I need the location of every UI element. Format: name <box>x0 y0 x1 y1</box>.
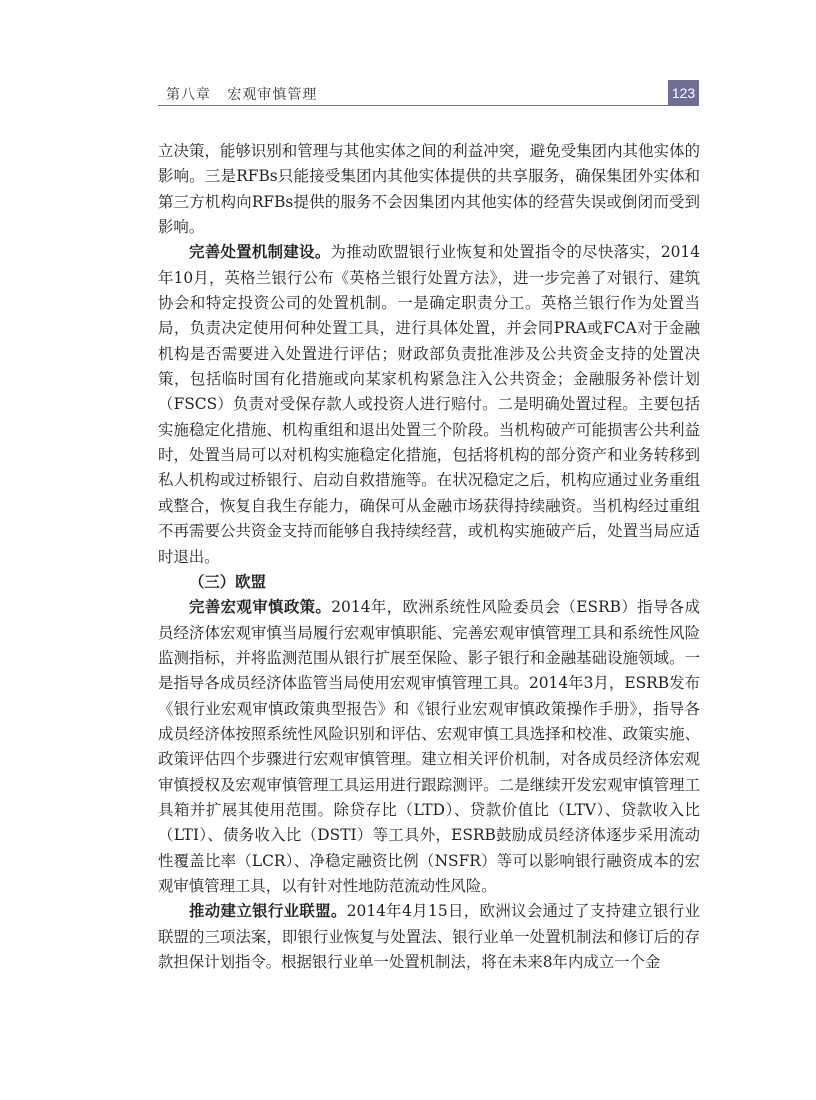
page-number-badge: 123 <box>668 80 699 106</box>
paragraph-lead: 推动建立银行业联盟。 <box>189 902 347 921</box>
paragraph-continued: 立决策，能够识别和管理与其他实体之间的利益冲突，避免受集团内其他实体的影响。三是RFBs只能接受集团内其他实体提供的共享服务，确保集团外实体和第三方机构向RFBs提供的服务不会因集团内其他实体的经营失误或倒闭而受到影响。 <box>158 142 700 237</box>
paragraph-banking-union <box>158 899 700 975</box>
paragraph-lead: 完善宏观审慎政策。 <box>189 598 332 617</box>
paragraph-lead: 完善处置机制建设。 <box>189 243 331 262</box>
paragraph-text: 2014年4月15日，欧洲议会通过了支持建立银行业联盟的三项法案，即银行业恢复与处置法、银行业单一处置机制法和修订后的存款担保计划指令。根据银行业单一处置机制法，将在未来8年内成立一个金 <box>158 902 700 971</box>
paragraph-resolution-mechanism <box>158 240 700 569</box>
paragraph-text: 为推动欧盟银行业恢复和处置指令的尽快落实，2014年10月，英格兰银行公布《英格兰银行处置方法》，进一步完善了对银行、建筑协会和特定投资公司的处置机制。一是确定职责分工。英格兰银行作为处置当局，负责决定使用何种处置工具，进行具体处置，并会同PRA或FCA对于金融机构是否需要进入处置进行评估；财政部负责批准涉及公共资金支持的处置决策，包括临时国有化措施或向某家机构紧急注入公共资金；金融服务补偿计划（FSCS）负责对受保存款人或投资人进行赔付。二是明确处置过程。主要包括实施稳定化措施、机构重组和退出处置三个阶段。当机构破产可能损害公共利益时，处置当局可以对机构实施稳定化措施，包括将机构的部分资产和业务转移到私人机构或过桥银行、启动自救措施等。在状况稳定之后，机构应通过业务重组或整合，恢复自我生存能力，确保可从金融市场获得持续融资。当机构经过重组不再需要公共资金支持而能够自我持续经营，或机构实施破产后，处置当局应适时退出。 <box>158 243 700 566</box>
paragraph-macroprudential-policy <box>158 595 700 899</box>
section-heading-eu: （三）欧盟 <box>189 572 266 591</box>
body-text <box>158 139 700 975</box>
paragraph-text: 2014年，欧洲系统性风险委员会（ESRB）指导各成员经济体宏观审慎当局履行宏观审慎职能、完善宏观审慎管理工具和系统性风险监测指标，并将监测范围从银行扩展至保险、影子银行和金融基础设施领域。一是指导各成员经济体监管当局使用宏观审慎管理工具。2014年3月，ESRB发布《银行业宏观审慎政策典型报告》和《银行业宏观审慎政策操作手册》，指导各成员经济体按照系统性风险识别和评估、宏观审慎工具选择和校准、政策实施、政策评估四个步骤进行宏观审慎管理。建立相关评价机制，对各成员经济体宏观审慎授权及宏观审慎管理工具运用进行跟踪测评。二是继续开发宏观审慎管理工具箱并扩展其使用范围。除贷存比（LTD）、贷款价值比（LTV）、贷款收入比（LTI）、债务收入比（DSTI）等工具外，ESRB鼓励成员经济体逐步采用流动性覆盖比率（LCR）、净稳定融资比例（NSFR）等可以影响银行融资成本的宏观审慎管理工具，以有针对性地防范流动性风险。 <box>158 598 700 895</box>
chapter-title: 第八章 宏观审慎管理 <box>166 87 318 103</box>
header-divider <box>158 105 699 106</box>
running-header <box>158 80 699 106</box>
